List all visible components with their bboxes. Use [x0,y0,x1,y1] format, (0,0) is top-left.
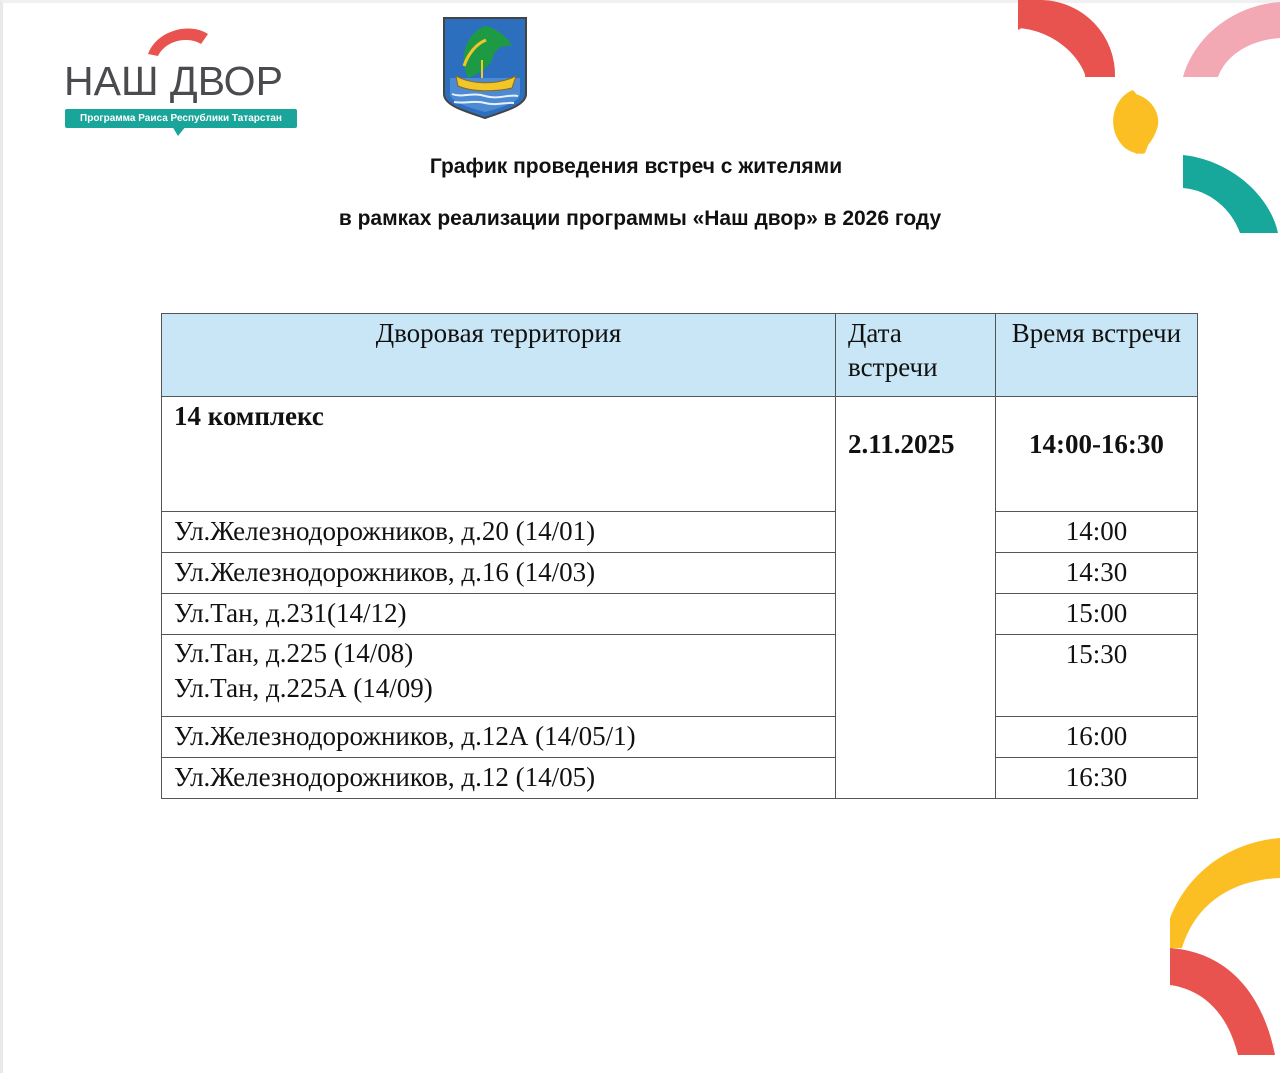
group-time-range: 14:00-16:30 [995,397,1197,512]
row-time: 16:30 [995,758,1197,799]
row-address: Ул.Железнодорожников, д.12А (14/05/1) [162,717,836,758]
group-date: 2.11.2025 [835,397,995,799]
table-row [162,635,1198,717]
row-address: Ул.Железнодорожников, д.20 (14/01) [162,512,836,553]
row-address: Ул.Железнодорожников, д.16 (14/03) [162,553,836,594]
table-row [162,758,1198,799]
document-title-line-2: в рамках реализации программы «Наш двор» в 2026 году [338,207,942,230]
table-header-row [162,314,1198,397]
logo-banner-tail-icon [172,126,186,136]
row-address: Ул.Железнодорожников, д.12 (14/05) [162,758,836,799]
row-time: 15:30 [995,635,1197,717]
row-address-double [162,635,836,717]
row-time: 14:00 [995,512,1197,553]
row-time: 16:00 [995,717,1197,758]
header-date: Дата встречи [835,314,995,397]
table-row [162,512,1198,553]
group-row [162,397,1198,512]
table-row [162,717,1198,758]
city-coat-of-arms-icon [442,16,528,120]
table-row [162,594,1198,635]
header-territory: Дворовая территория [162,314,836,397]
row-time: 14:30 [995,553,1197,594]
logo-title: НАШ ДВОР [64,58,283,104]
logo-subtitle: Программа Раиса Республики Татарстан [65,109,297,128]
nash-dvor-logo [62,18,302,123]
row-time: 15:00 [995,594,1197,635]
group-name: 14 комплекс [162,397,836,512]
header-time: Время встречи [995,314,1197,397]
row-address: Ул.Тан, д.231(14/12) [162,594,836,635]
table-row [162,553,1198,594]
row-address: Ул.Тан, д.225 (14/08) [174,638,414,668]
meeting-schedule-table [161,313,1198,799]
document-title-line-1: График проведения встреч с жителями [429,155,843,178]
row-address-line-2: Ул.Тан, д.225А (14/09) [174,673,433,703]
